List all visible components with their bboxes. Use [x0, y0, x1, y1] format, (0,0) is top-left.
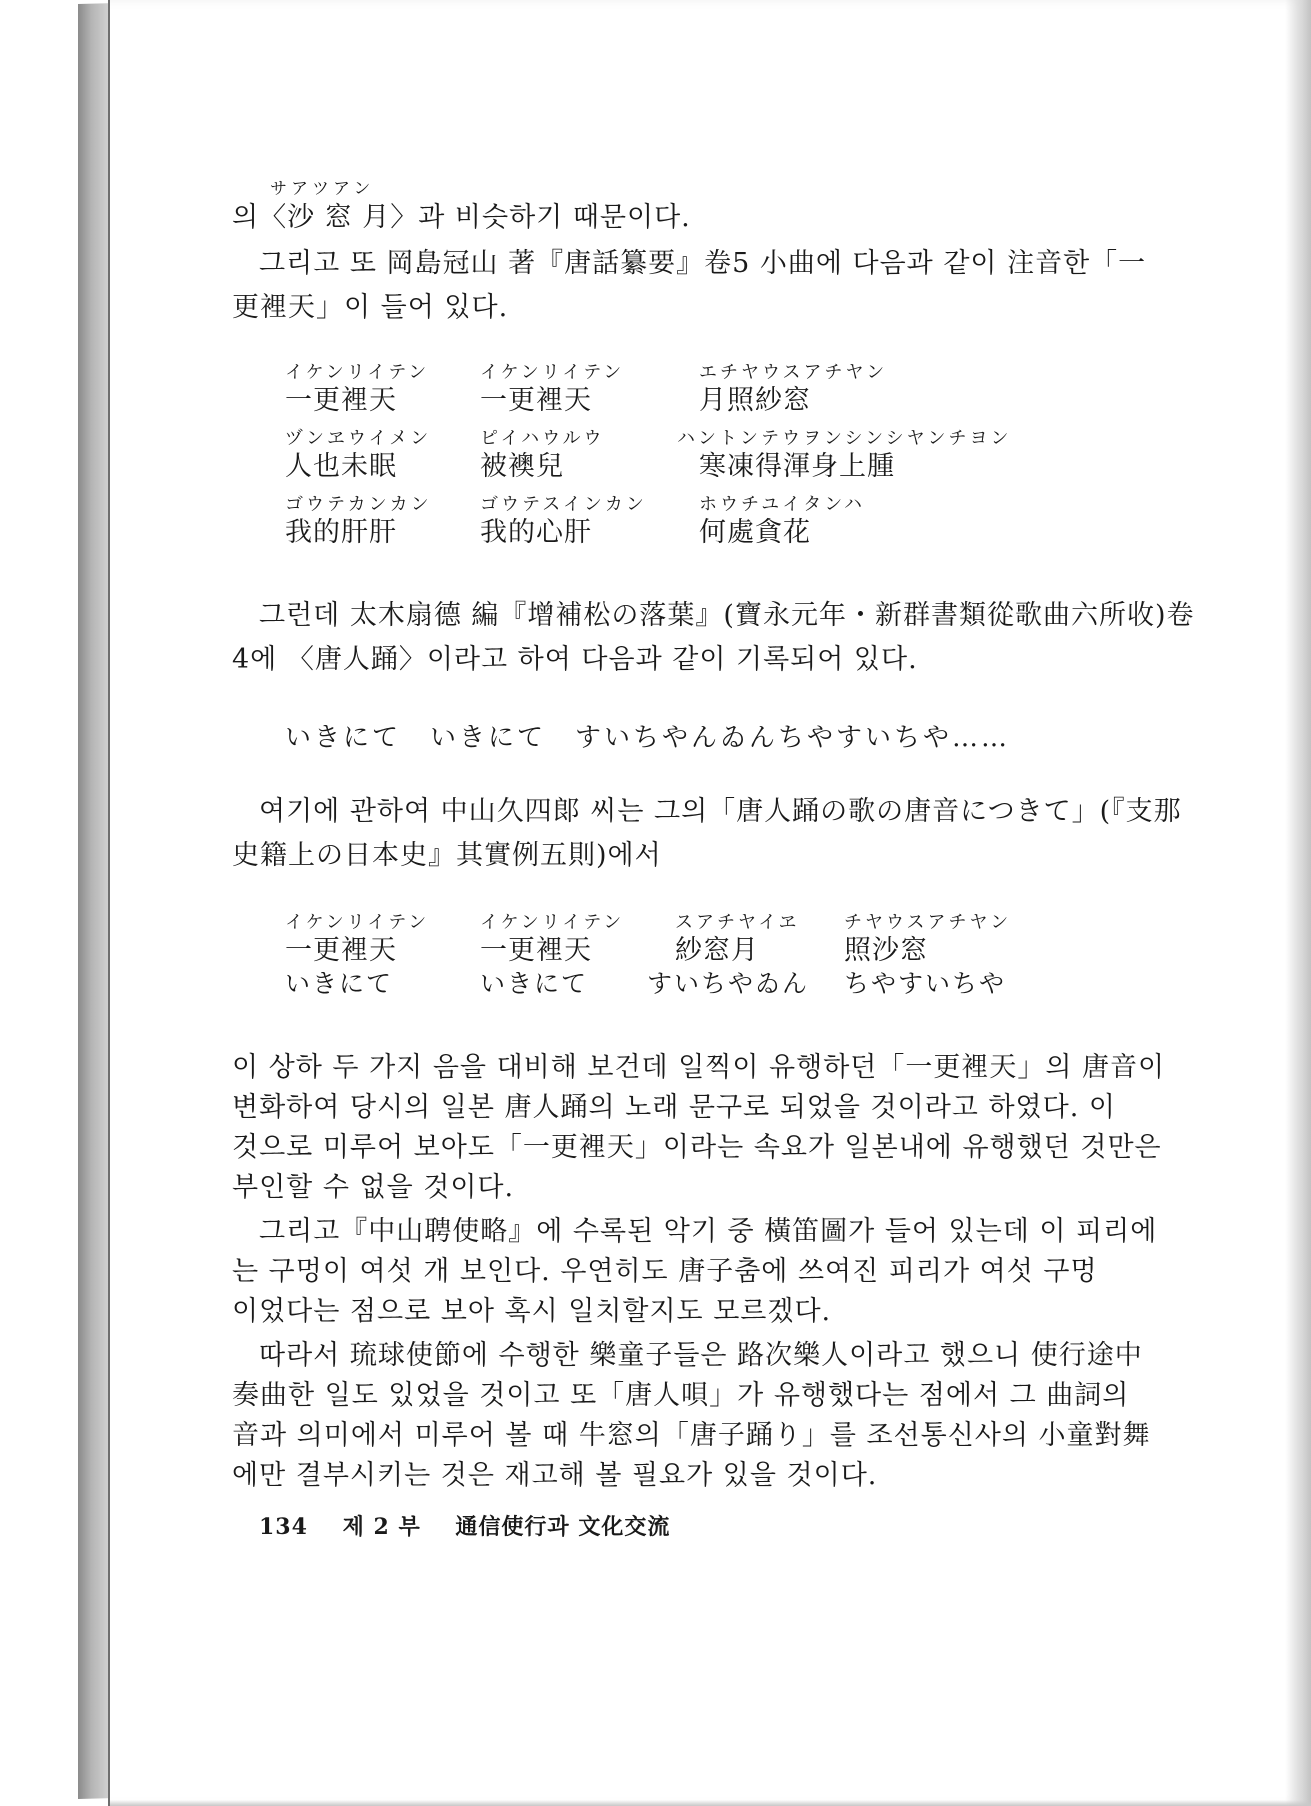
verse-cell	[480, 494, 647, 550]
page-number: 134	[259, 1514, 308, 1540]
verse-kana: エチヤウスアチヤン	[699, 362, 888, 383]
page-footer	[232, 1510, 1292, 1541]
verse-hiragana: ちやすいちや	[844, 969, 1007, 998]
paragraph-1	[232, 244, 1292, 328]
verse-text: 被襖兒	[480, 451, 564, 482]
book-spine	[78, 3, 112, 1799]
footer-section: 通信使行과 文化交流	[455, 1514, 671, 1540]
paragraph-line: 音과 의미에서 미루어 볼 때 牛窓의「唐子踊り」를 조선통신사의 小童對舞	[232, 1420, 1151, 1451]
verse-kana: ホウチユイタンハ	[699, 494, 866, 515]
verse-text: 一更裡天	[480, 385, 592, 416]
verse-cell	[285, 912, 429, 1000]
verse-kana: ヅンヱウイメン	[285, 428, 432, 449]
verse-cell	[480, 428, 605, 484]
verse-cell	[677, 428, 1011, 484]
verse-text: 我的心肝	[480, 517, 592, 548]
verse-cell	[285, 362, 429, 418]
verse-kana: イケンリイテン	[480, 362, 625, 383]
verse-block-2	[285, 912, 1292, 1016]
paragraph-line: 그리고『中山聘使略』에 수록된 악기 중 橫笛圖가 들어 있는데 이 피리에	[259, 1216, 1158, 1247]
intro-line: 의〈沙 窓 月〉과 비슷하기 때문이다.	[232, 202, 691, 233]
verse-kana: ピイハウルウ	[480, 428, 605, 449]
paragraph-6	[232, 1336, 1292, 1496]
verse-text: 紗窓月	[675, 935, 759, 966]
verse-kana: ゴウテカンカン	[285, 494, 432, 515]
verse-cell	[480, 362, 624, 418]
verse-kana: イケンリイテン	[285, 362, 430, 383]
page-bottom-edge	[110, 1800, 1311, 1806]
footer-part: 제 2 부	[342, 1514, 421, 1540]
verse-text: 照沙窓	[844, 935, 928, 966]
verse-block-1	[285, 362, 1292, 560]
paragraph-line: 史籍上の日本史』其實例五則)에서	[232, 840, 662, 871]
paragraph-3	[232, 792, 1292, 876]
verse-kana: ゴウテスインカン	[480, 494, 647, 515]
verse-text: 何處貪花	[699, 517, 811, 548]
verse-kana: スアチヤイヱ	[675, 912, 800, 933]
verse-text: 寒凍得渾身上腫	[699, 451, 895, 482]
verse-text: 我的肝肝	[285, 517, 397, 548]
verse-kana: イケンリイテン	[480, 912, 625, 933]
paragraph-line: 변화하여 당시의 일본 唐人踊의 노래 문구로 되었을 것이라고 하였다. 이	[232, 1092, 1116, 1123]
paragraph-line: 그리고 또 岡島冠山 著『唐話纂要』卷5 小曲에 다음과 같이 注音한「一	[259, 248, 1147, 279]
verse-kana: チヤウスアチヤン	[844, 912, 1012, 933]
verse-row	[285, 494, 1292, 560]
paragraph-line: 4에 〈唐人踊〉이라고 하여 다음과 같이 기록되어 있다.	[232, 644, 918, 675]
verse-text: 一更裡天	[285, 385, 397, 416]
verse-cell	[285, 494, 432, 550]
verse-text: 一更裡天	[285, 935, 397, 966]
verse-hiragana: いきにて	[480, 969, 589, 998]
verse-hiragana: いきにて	[285, 969, 394, 998]
paragraph-line: 것으로 미루어 보아도「一更裡天」이라는 속요가 일본내에 유행했던 것만은	[232, 1132, 1162, 1163]
paragraph-line: 부인할 수 없을 것이다.	[232, 1172, 515, 1203]
verse-kana: ハントンテウヲンシンシヤンチヨン	[677, 428, 1012, 449]
page-content	[232, 180, 1292, 1541]
paragraph-line: 奏曲한 일도 있었을 것이고 또「唐人唄」가 유행했다는 점에서 그 曲詞의	[232, 1380, 1130, 1411]
paragraph-line: 그런데 太木扇德 編『增補松の落葉』(寶永元年・新群書類從歌曲六所收)卷	[259, 600, 1195, 631]
paragraph-line: 는 구멍이 여섯 개 보인다. 우연히도 唐子춤에 쓰여진 피리가 여섯 구멍	[232, 1256, 1098, 1287]
verse-text: 月照紗窓	[699, 385, 811, 416]
verse-cell	[699, 362, 887, 418]
book-page	[108, 0, 1311, 1806]
verse-row	[285, 428, 1292, 494]
paragraph-line: 에만 결부시키는 것은 재고해 볼 필요가 있을 것이다.	[232, 1460, 878, 1491]
verse-text: 人也未眠	[285, 451, 397, 482]
verse-hiragana: すいちやゐん	[647, 969, 810, 998]
paragraph-line: 이었다는 점으로 보아 혹시 일치할지도 모르겠다.	[232, 1296, 832, 1327]
paragraph-line: 更裡天」이 들어 있다.	[232, 292, 509, 323]
verse-cell	[844, 912, 1011, 1000]
paragraph-line: 여기에 관하여 中山久四郞 씨는 그의「唐人踊の歌の唐音につきて」(『支那	[259, 796, 1182, 827]
paragraph-line: 이 상하 두 가지 음을 대비해 보건데 일찍이 유행하던「一更裡天」의 唐音이	[232, 1052, 1166, 1083]
verse-cell	[647, 912, 809, 1000]
verse-kana: イケンリイテン	[285, 912, 430, 933]
intro-ruby: サアツアン	[270, 179, 375, 199]
verse-row	[285, 362, 1292, 428]
verse-cell	[480, 912, 624, 1000]
verse-cell	[285, 428, 431, 484]
book	[78, 0, 1311, 1806]
odori-lyric: いきにて いきにて すいちやんゐんちやすいちや……	[285, 723, 1011, 753]
verse-cell	[699, 494, 865, 550]
paragraph-line: 따라서 琉球使節에 수행한 樂童子들은 路次樂人이라고 했으니 使行途中	[259, 1340, 1143, 1371]
paragraph-4	[232, 1048, 1292, 1208]
paragraph-2	[232, 596, 1292, 680]
verse-text: 一更裡天	[480, 935, 592, 966]
paragraph-5	[232, 1212, 1292, 1332]
